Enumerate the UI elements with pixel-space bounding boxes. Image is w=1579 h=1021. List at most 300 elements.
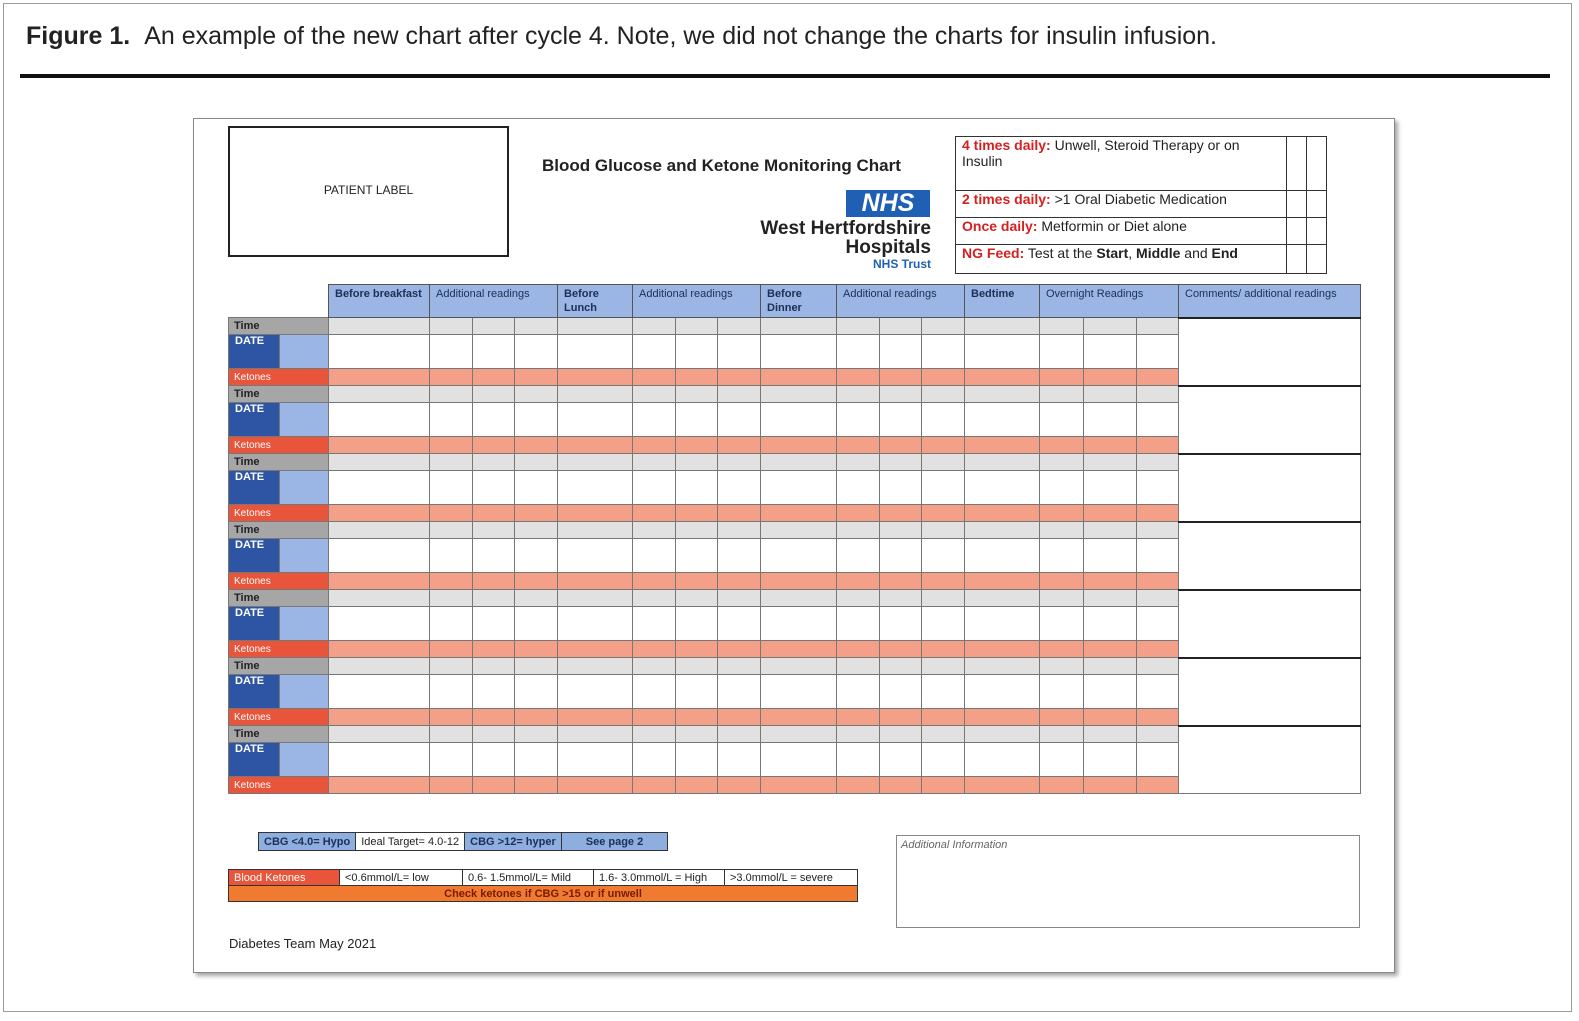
comments-cell[interactable] xyxy=(1179,658,1361,726)
ketone-reading-cell[interactable] xyxy=(965,641,1040,658)
ketone-reading-cell[interactable] xyxy=(430,369,473,386)
time-cell[interactable] xyxy=(922,658,965,675)
glucose-reading-cell[interactable] xyxy=(430,743,473,777)
ketone-reading-cell[interactable] xyxy=(515,709,558,726)
glucose-reading-cell[interactable] xyxy=(473,607,515,641)
glucose-reading-cell[interactable] xyxy=(837,335,880,369)
ketone-reading-cell[interactable] xyxy=(676,505,718,522)
ketone-reading-cell[interactable] xyxy=(329,369,430,386)
ketone-reading-cell[interactable] xyxy=(837,437,880,454)
ketone-reading-cell[interactable] xyxy=(965,505,1040,522)
glucose-reading-cell[interactable] xyxy=(837,607,880,641)
ketone-reading-cell[interactable] xyxy=(1084,505,1137,522)
time-cell[interactable] xyxy=(1137,318,1179,335)
glucose-reading-cell[interactable] xyxy=(922,675,965,709)
glucose-reading-cell[interactable] xyxy=(718,403,761,437)
glucose-reading-cell[interactable] xyxy=(473,471,515,505)
ketone-reading-cell[interactable] xyxy=(837,641,880,658)
ketone-reading-cell[interactable] xyxy=(633,709,676,726)
glucose-reading-cell[interactable] xyxy=(676,471,718,505)
time-cell[interactable] xyxy=(965,454,1040,471)
ketone-reading-cell[interactable] xyxy=(718,777,761,794)
ketone-reading-cell[interactable] xyxy=(837,505,880,522)
date-entry-cell[interactable] xyxy=(280,403,329,437)
ketone-reading-cell[interactable] xyxy=(558,573,633,590)
glucose-reading-cell[interactable] xyxy=(633,743,676,777)
ketone-reading-cell[interactable] xyxy=(922,777,965,794)
time-cell[interactable] xyxy=(558,318,633,335)
ketone-reading-cell[interactable] xyxy=(718,505,761,522)
glucose-reading-cell[interactable] xyxy=(1084,335,1137,369)
time-cell[interactable] xyxy=(1084,386,1137,403)
ketone-reading-cell[interactable] xyxy=(633,641,676,658)
check-box[interactable] xyxy=(1287,218,1307,245)
time-cell[interactable] xyxy=(329,318,430,335)
date-entry-cell[interactable] xyxy=(280,539,329,573)
ketone-reading-cell[interactable] xyxy=(676,573,718,590)
time-cell[interactable] xyxy=(965,658,1040,675)
glucose-reading-cell[interactable] xyxy=(837,403,880,437)
ketone-reading-cell[interactable] xyxy=(837,369,880,386)
glucose-reading-cell[interactable] xyxy=(922,403,965,437)
time-cell[interactable] xyxy=(922,522,965,539)
glucose-reading-cell[interactable] xyxy=(515,471,558,505)
glucose-reading-cell[interactable] xyxy=(633,335,676,369)
ketone-reading-cell[interactable] xyxy=(761,369,837,386)
glucose-reading-cell[interactable] xyxy=(430,607,473,641)
glucose-reading-cell[interactable] xyxy=(922,471,965,505)
glucose-reading-cell[interactable] xyxy=(922,607,965,641)
time-cell[interactable] xyxy=(761,658,837,675)
ketone-reading-cell[interactable] xyxy=(1040,573,1084,590)
time-cell[interactable] xyxy=(718,726,761,743)
ketone-reading-cell[interactable] xyxy=(633,437,676,454)
glucose-reading-cell[interactable] xyxy=(329,403,430,437)
check-box[interactable] xyxy=(1287,137,1307,191)
ketone-reading-cell[interactable] xyxy=(880,709,922,726)
glucose-reading-cell[interactable] xyxy=(965,675,1040,709)
glucose-reading-cell[interactable] xyxy=(965,403,1040,437)
glucose-reading-cell[interactable] xyxy=(558,335,633,369)
glucose-reading-cell[interactable] xyxy=(329,743,430,777)
ketone-reading-cell[interactable] xyxy=(880,505,922,522)
ketone-reading-cell[interactable] xyxy=(965,437,1040,454)
ketone-reading-cell[interactable] xyxy=(633,777,676,794)
glucose-reading-cell[interactable] xyxy=(676,335,718,369)
time-cell[interactable] xyxy=(430,318,473,335)
glucose-reading-cell[interactable] xyxy=(473,403,515,437)
ketone-reading-cell[interactable] xyxy=(880,641,922,658)
ketone-reading-cell[interactable] xyxy=(880,437,922,454)
glucose-reading-cell[interactable] xyxy=(922,743,965,777)
glucose-reading-cell[interactable] xyxy=(473,743,515,777)
time-cell[interactable] xyxy=(676,454,718,471)
ketone-reading-cell[interactable] xyxy=(633,505,676,522)
ketone-reading-cell[interactable] xyxy=(329,505,430,522)
ketone-reading-cell[interactable] xyxy=(676,369,718,386)
time-cell[interactable] xyxy=(329,590,430,607)
ketone-reading-cell[interactable] xyxy=(718,369,761,386)
ketone-reading-cell[interactable] xyxy=(473,369,515,386)
ketone-reading-cell[interactable] xyxy=(880,369,922,386)
ketone-reading-cell[interactable] xyxy=(1084,369,1137,386)
time-cell[interactable] xyxy=(965,522,1040,539)
time-cell[interactable] xyxy=(515,454,558,471)
glucose-reading-cell[interactable] xyxy=(1040,607,1084,641)
time-cell[interactable] xyxy=(1137,454,1179,471)
ketone-reading-cell[interactable] xyxy=(473,573,515,590)
glucose-reading-cell[interactable] xyxy=(922,539,965,573)
time-cell[interactable] xyxy=(329,522,430,539)
time-cell[interactable] xyxy=(965,318,1040,335)
ketone-reading-cell[interactable] xyxy=(761,709,837,726)
ketone-reading-cell[interactable] xyxy=(430,505,473,522)
ketone-reading-cell[interactable] xyxy=(1084,437,1137,454)
ketone-reading-cell[interactable] xyxy=(922,709,965,726)
ketone-reading-cell[interactable] xyxy=(515,437,558,454)
glucose-reading-cell[interactable] xyxy=(1137,539,1179,573)
time-cell[interactable] xyxy=(761,454,837,471)
time-cell[interactable] xyxy=(1040,454,1084,471)
glucose-reading-cell[interactable] xyxy=(1084,403,1137,437)
glucose-reading-cell[interactable] xyxy=(880,335,922,369)
time-cell[interactable] xyxy=(633,658,676,675)
glucose-reading-cell[interactable] xyxy=(515,335,558,369)
ketone-reading-cell[interactable] xyxy=(558,641,633,658)
ketone-reading-cell[interactable] xyxy=(880,777,922,794)
glucose-reading-cell[interactable] xyxy=(430,335,473,369)
glucose-reading-cell[interactable] xyxy=(1137,471,1179,505)
time-cell[interactable] xyxy=(718,386,761,403)
time-cell[interactable] xyxy=(473,522,515,539)
glucose-reading-cell[interactable] xyxy=(1137,335,1179,369)
glucose-reading-cell[interactable] xyxy=(880,607,922,641)
glucose-reading-cell[interactable] xyxy=(515,607,558,641)
time-cell[interactable] xyxy=(329,726,430,743)
time-cell[interactable] xyxy=(558,726,633,743)
glucose-reading-cell[interactable] xyxy=(1040,743,1084,777)
time-cell[interactable] xyxy=(633,454,676,471)
time-cell[interactable] xyxy=(1084,658,1137,675)
glucose-reading-cell[interactable] xyxy=(1084,607,1137,641)
glucose-reading-cell[interactable] xyxy=(633,403,676,437)
ketone-reading-cell[interactable] xyxy=(676,641,718,658)
ketone-reading-cell[interactable] xyxy=(633,369,676,386)
time-cell[interactable] xyxy=(880,726,922,743)
time-cell[interactable] xyxy=(1040,726,1084,743)
glucose-reading-cell[interactable] xyxy=(965,471,1040,505)
time-cell[interactable] xyxy=(718,590,761,607)
glucose-reading-cell[interactable] xyxy=(761,335,837,369)
time-cell[interactable] xyxy=(965,386,1040,403)
time-cell[interactable] xyxy=(718,522,761,539)
glucose-reading-cell[interactable] xyxy=(880,743,922,777)
ketone-reading-cell[interactable] xyxy=(329,709,430,726)
ketone-reading-cell[interactable] xyxy=(1137,777,1179,794)
glucose-reading-cell[interactable] xyxy=(558,607,633,641)
time-cell[interactable] xyxy=(1137,386,1179,403)
time-cell[interactable] xyxy=(515,658,558,675)
time-cell[interactable] xyxy=(922,726,965,743)
ketone-reading-cell[interactable] xyxy=(633,573,676,590)
glucose-reading-cell[interactable] xyxy=(837,743,880,777)
glucose-reading-cell[interactable] xyxy=(430,539,473,573)
ketone-reading-cell[interactable] xyxy=(1040,369,1084,386)
time-cell[interactable] xyxy=(676,726,718,743)
time-cell[interactable] xyxy=(473,386,515,403)
ketone-reading-cell[interactable] xyxy=(473,777,515,794)
glucose-reading-cell[interactable] xyxy=(718,335,761,369)
time-cell[interactable] xyxy=(329,386,430,403)
ketone-reading-cell[interactable] xyxy=(1040,505,1084,522)
glucose-reading-cell[interactable] xyxy=(329,675,430,709)
check-box[interactable] xyxy=(1287,191,1307,218)
ketone-reading-cell[interactable] xyxy=(922,369,965,386)
glucose-reading-cell[interactable] xyxy=(515,539,558,573)
time-cell[interactable] xyxy=(761,318,837,335)
ketone-reading-cell[interactable] xyxy=(1040,641,1084,658)
check-box[interactable] xyxy=(1307,218,1327,245)
glucose-reading-cell[interactable] xyxy=(515,403,558,437)
glucose-reading-cell[interactable] xyxy=(965,335,1040,369)
ketone-reading-cell[interactable] xyxy=(718,709,761,726)
time-cell[interactable] xyxy=(1084,726,1137,743)
ketone-reading-cell[interactable] xyxy=(1084,709,1137,726)
time-cell[interactable] xyxy=(558,658,633,675)
ketone-reading-cell[interactable] xyxy=(558,709,633,726)
glucose-reading-cell[interactable] xyxy=(761,743,837,777)
time-cell[interactable] xyxy=(880,386,922,403)
glucose-reading-cell[interactable] xyxy=(1084,743,1137,777)
ketone-reading-cell[interactable] xyxy=(430,437,473,454)
glucose-reading-cell[interactable] xyxy=(633,471,676,505)
ketone-reading-cell[interactable] xyxy=(329,573,430,590)
glucose-reading-cell[interactable] xyxy=(558,539,633,573)
time-cell[interactable] xyxy=(1040,658,1084,675)
time-cell[interactable] xyxy=(1084,454,1137,471)
glucose-reading-cell[interactable] xyxy=(515,675,558,709)
time-cell[interactable] xyxy=(633,386,676,403)
ketone-reading-cell[interactable] xyxy=(1084,641,1137,658)
comments-cell[interactable] xyxy=(1179,386,1361,454)
glucose-reading-cell[interactable] xyxy=(329,335,430,369)
glucose-reading-cell[interactable] xyxy=(1137,675,1179,709)
ketone-reading-cell[interactable] xyxy=(515,505,558,522)
time-cell[interactable] xyxy=(761,522,837,539)
ketone-reading-cell[interactable] xyxy=(718,437,761,454)
time-cell[interactable] xyxy=(880,454,922,471)
time-cell[interactable] xyxy=(558,522,633,539)
date-entry-cell[interactable] xyxy=(280,743,329,777)
ketone-reading-cell[interactable] xyxy=(718,641,761,658)
ketone-reading-cell[interactable] xyxy=(329,437,430,454)
time-cell[interactable] xyxy=(880,318,922,335)
ketone-reading-cell[interactable] xyxy=(473,641,515,658)
glucose-reading-cell[interactable] xyxy=(430,471,473,505)
glucose-reading-cell[interactable] xyxy=(718,539,761,573)
glucose-reading-cell[interactable] xyxy=(718,471,761,505)
ketone-reading-cell[interactable] xyxy=(1040,777,1084,794)
glucose-reading-cell[interactable] xyxy=(558,471,633,505)
glucose-reading-cell[interactable] xyxy=(965,539,1040,573)
time-cell[interactable] xyxy=(676,386,718,403)
check-box[interactable] xyxy=(1307,245,1327,274)
time-cell[interactable] xyxy=(633,590,676,607)
glucose-reading-cell[interactable] xyxy=(1137,403,1179,437)
ketone-reading-cell[interactable] xyxy=(558,369,633,386)
ketone-reading-cell[interactable] xyxy=(558,777,633,794)
glucose-reading-cell[interactable] xyxy=(880,539,922,573)
time-cell[interactable] xyxy=(1137,590,1179,607)
ketone-reading-cell[interactable] xyxy=(473,505,515,522)
time-cell[interactable] xyxy=(922,386,965,403)
glucose-reading-cell[interactable] xyxy=(718,675,761,709)
time-cell[interactable] xyxy=(837,318,880,335)
time-cell[interactable] xyxy=(1084,318,1137,335)
glucose-reading-cell[interactable] xyxy=(965,743,1040,777)
glucose-reading-cell[interactable] xyxy=(880,471,922,505)
date-entry-cell[interactable] xyxy=(280,335,329,369)
check-box[interactable] xyxy=(1307,191,1327,218)
glucose-reading-cell[interactable] xyxy=(761,607,837,641)
time-cell[interactable] xyxy=(558,386,633,403)
ketone-reading-cell[interactable] xyxy=(880,573,922,590)
glucose-reading-cell[interactable] xyxy=(761,539,837,573)
time-cell[interactable] xyxy=(430,726,473,743)
time-cell[interactable] xyxy=(965,726,1040,743)
time-cell[interactable] xyxy=(761,590,837,607)
time-cell[interactable] xyxy=(922,318,965,335)
ketone-reading-cell[interactable] xyxy=(1137,641,1179,658)
time-cell[interactable] xyxy=(837,726,880,743)
time-cell[interactable] xyxy=(1040,386,1084,403)
ketone-reading-cell[interactable] xyxy=(515,777,558,794)
glucose-reading-cell[interactable] xyxy=(1137,607,1179,641)
time-cell[interactable] xyxy=(837,522,880,539)
ketone-reading-cell[interactable] xyxy=(1137,505,1179,522)
time-cell[interactable] xyxy=(880,590,922,607)
glucose-reading-cell[interactable] xyxy=(1084,675,1137,709)
time-cell[interactable] xyxy=(430,454,473,471)
time-cell[interactable] xyxy=(837,454,880,471)
ketone-reading-cell[interactable] xyxy=(761,777,837,794)
glucose-reading-cell[interactable] xyxy=(922,335,965,369)
time-cell[interactable] xyxy=(1137,522,1179,539)
time-cell[interactable] xyxy=(473,726,515,743)
time-cell[interactable] xyxy=(965,590,1040,607)
glucose-reading-cell[interactable] xyxy=(1040,675,1084,709)
time-cell[interactable] xyxy=(430,590,473,607)
ketone-reading-cell[interactable] xyxy=(329,641,430,658)
ketone-reading-cell[interactable] xyxy=(1040,437,1084,454)
time-cell[interactable] xyxy=(329,454,430,471)
glucose-reading-cell[interactable] xyxy=(676,403,718,437)
ketone-reading-cell[interactable] xyxy=(1040,709,1084,726)
glucose-reading-cell[interactable] xyxy=(676,675,718,709)
glucose-reading-cell[interactable] xyxy=(837,471,880,505)
ketone-reading-cell[interactable] xyxy=(761,641,837,658)
ketone-reading-cell[interactable] xyxy=(718,573,761,590)
time-cell[interactable] xyxy=(676,658,718,675)
glucose-reading-cell[interactable] xyxy=(329,539,430,573)
glucose-reading-cell[interactable] xyxy=(1137,743,1179,777)
glucose-reading-cell[interactable] xyxy=(761,403,837,437)
glucose-reading-cell[interactable] xyxy=(558,403,633,437)
glucose-reading-cell[interactable] xyxy=(329,471,430,505)
date-entry-cell[interactable] xyxy=(280,607,329,641)
time-cell[interactable] xyxy=(558,590,633,607)
glucose-reading-cell[interactable] xyxy=(633,539,676,573)
ketone-reading-cell[interactable] xyxy=(558,505,633,522)
time-cell[interactable] xyxy=(880,658,922,675)
ketone-reading-cell[interactable] xyxy=(473,437,515,454)
additional-information-box[interactable] xyxy=(896,835,1360,928)
comments-cell[interactable] xyxy=(1179,318,1361,386)
time-cell[interactable] xyxy=(837,590,880,607)
time-cell[interactable] xyxy=(473,658,515,675)
ketone-reading-cell[interactable] xyxy=(965,777,1040,794)
time-cell[interactable] xyxy=(837,386,880,403)
glucose-reading-cell[interactable] xyxy=(880,403,922,437)
comments-cell[interactable] xyxy=(1179,522,1361,590)
glucose-reading-cell[interactable] xyxy=(430,403,473,437)
ketone-reading-cell[interactable] xyxy=(965,709,1040,726)
ketone-reading-cell[interactable] xyxy=(473,709,515,726)
time-cell[interactable] xyxy=(430,522,473,539)
time-cell[interactable] xyxy=(1084,522,1137,539)
time-cell[interactable] xyxy=(515,590,558,607)
glucose-reading-cell[interactable] xyxy=(633,675,676,709)
ketone-reading-cell[interactable] xyxy=(430,641,473,658)
ketone-reading-cell[interactable] xyxy=(676,709,718,726)
time-cell[interactable] xyxy=(633,726,676,743)
date-entry-cell[interactable] xyxy=(280,675,329,709)
glucose-reading-cell[interactable] xyxy=(761,471,837,505)
ketone-reading-cell[interactable] xyxy=(430,777,473,794)
ketone-reading-cell[interactable] xyxy=(1137,369,1179,386)
ketone-reading-cell[interactable] xyxy=(761,573,837,590)
time-cell[interactable] xyxy=(1137,658,1179,675)
ketone-reading-cell[interactable] xyxy=(837,777,880,794)
time-cell[interactable] xyxy=(922,590,965,607)
check-box[interactable] xyxy=(1287,245,1307,274)
time-cell[interactable] xyxy=(718,318,761,335)
glucose-reading-cell[interactable] xyxy=(965,607,1040,641)
glucose-reading-cell[interactable] xyxy=(718,607,761,641)
time-cell[interactable] xyxy=(473,318,515,335)
glucose-reading-cell[interactable] xyxy=(1040,335,1084,369)
ketone-reading-cell[interactable] xyxy=(676,437,718,454)
time-cell[interactable] xyxy=(880,522,922,539)
glucose-reading-cell[interactable] xyxy=(1084,539,1137,573)
time-cell[interactable] xyxy=(1137,726,1179,743)
ketone-reading-cell[interactable] xyxy=(558,437,633,454)
time-cell[interactable] xyxy=(558,454,633,471)
time-cell[interactable] xyxy=(1040,318,1084,335)
glucose-reading-cell[interactable] xyxy=(1040,539,1084,573)
ketone-reading-cell[interactable] xyxy=(430,573,473,590)
time-cell[interactable] xyxy=(515,386,558,403)
glucose-reading-cell[interactable] xyxy=(473,335,515,369)
ketone-reading-cell[interactable] xyxy=(965,369,1040,386)
ketone-reading-cell[interactable] xyxy=(1137,573,1179,590)
ketone-reading-cell[interactable] xyxy=(837,573,880,590)
time-cell[interactable] xyxy=(515,318,558,335)
ketone-reading-cell[interactable] xyxy=(837,709,880,726)
time-cell[interactable] xyxy=(329,658,430,675)
glucose-reading-cell[interactable] xyxy=(676,539,718,573)
ketone-reading-cell[interactable] xyxy=(922,641,965,658)
